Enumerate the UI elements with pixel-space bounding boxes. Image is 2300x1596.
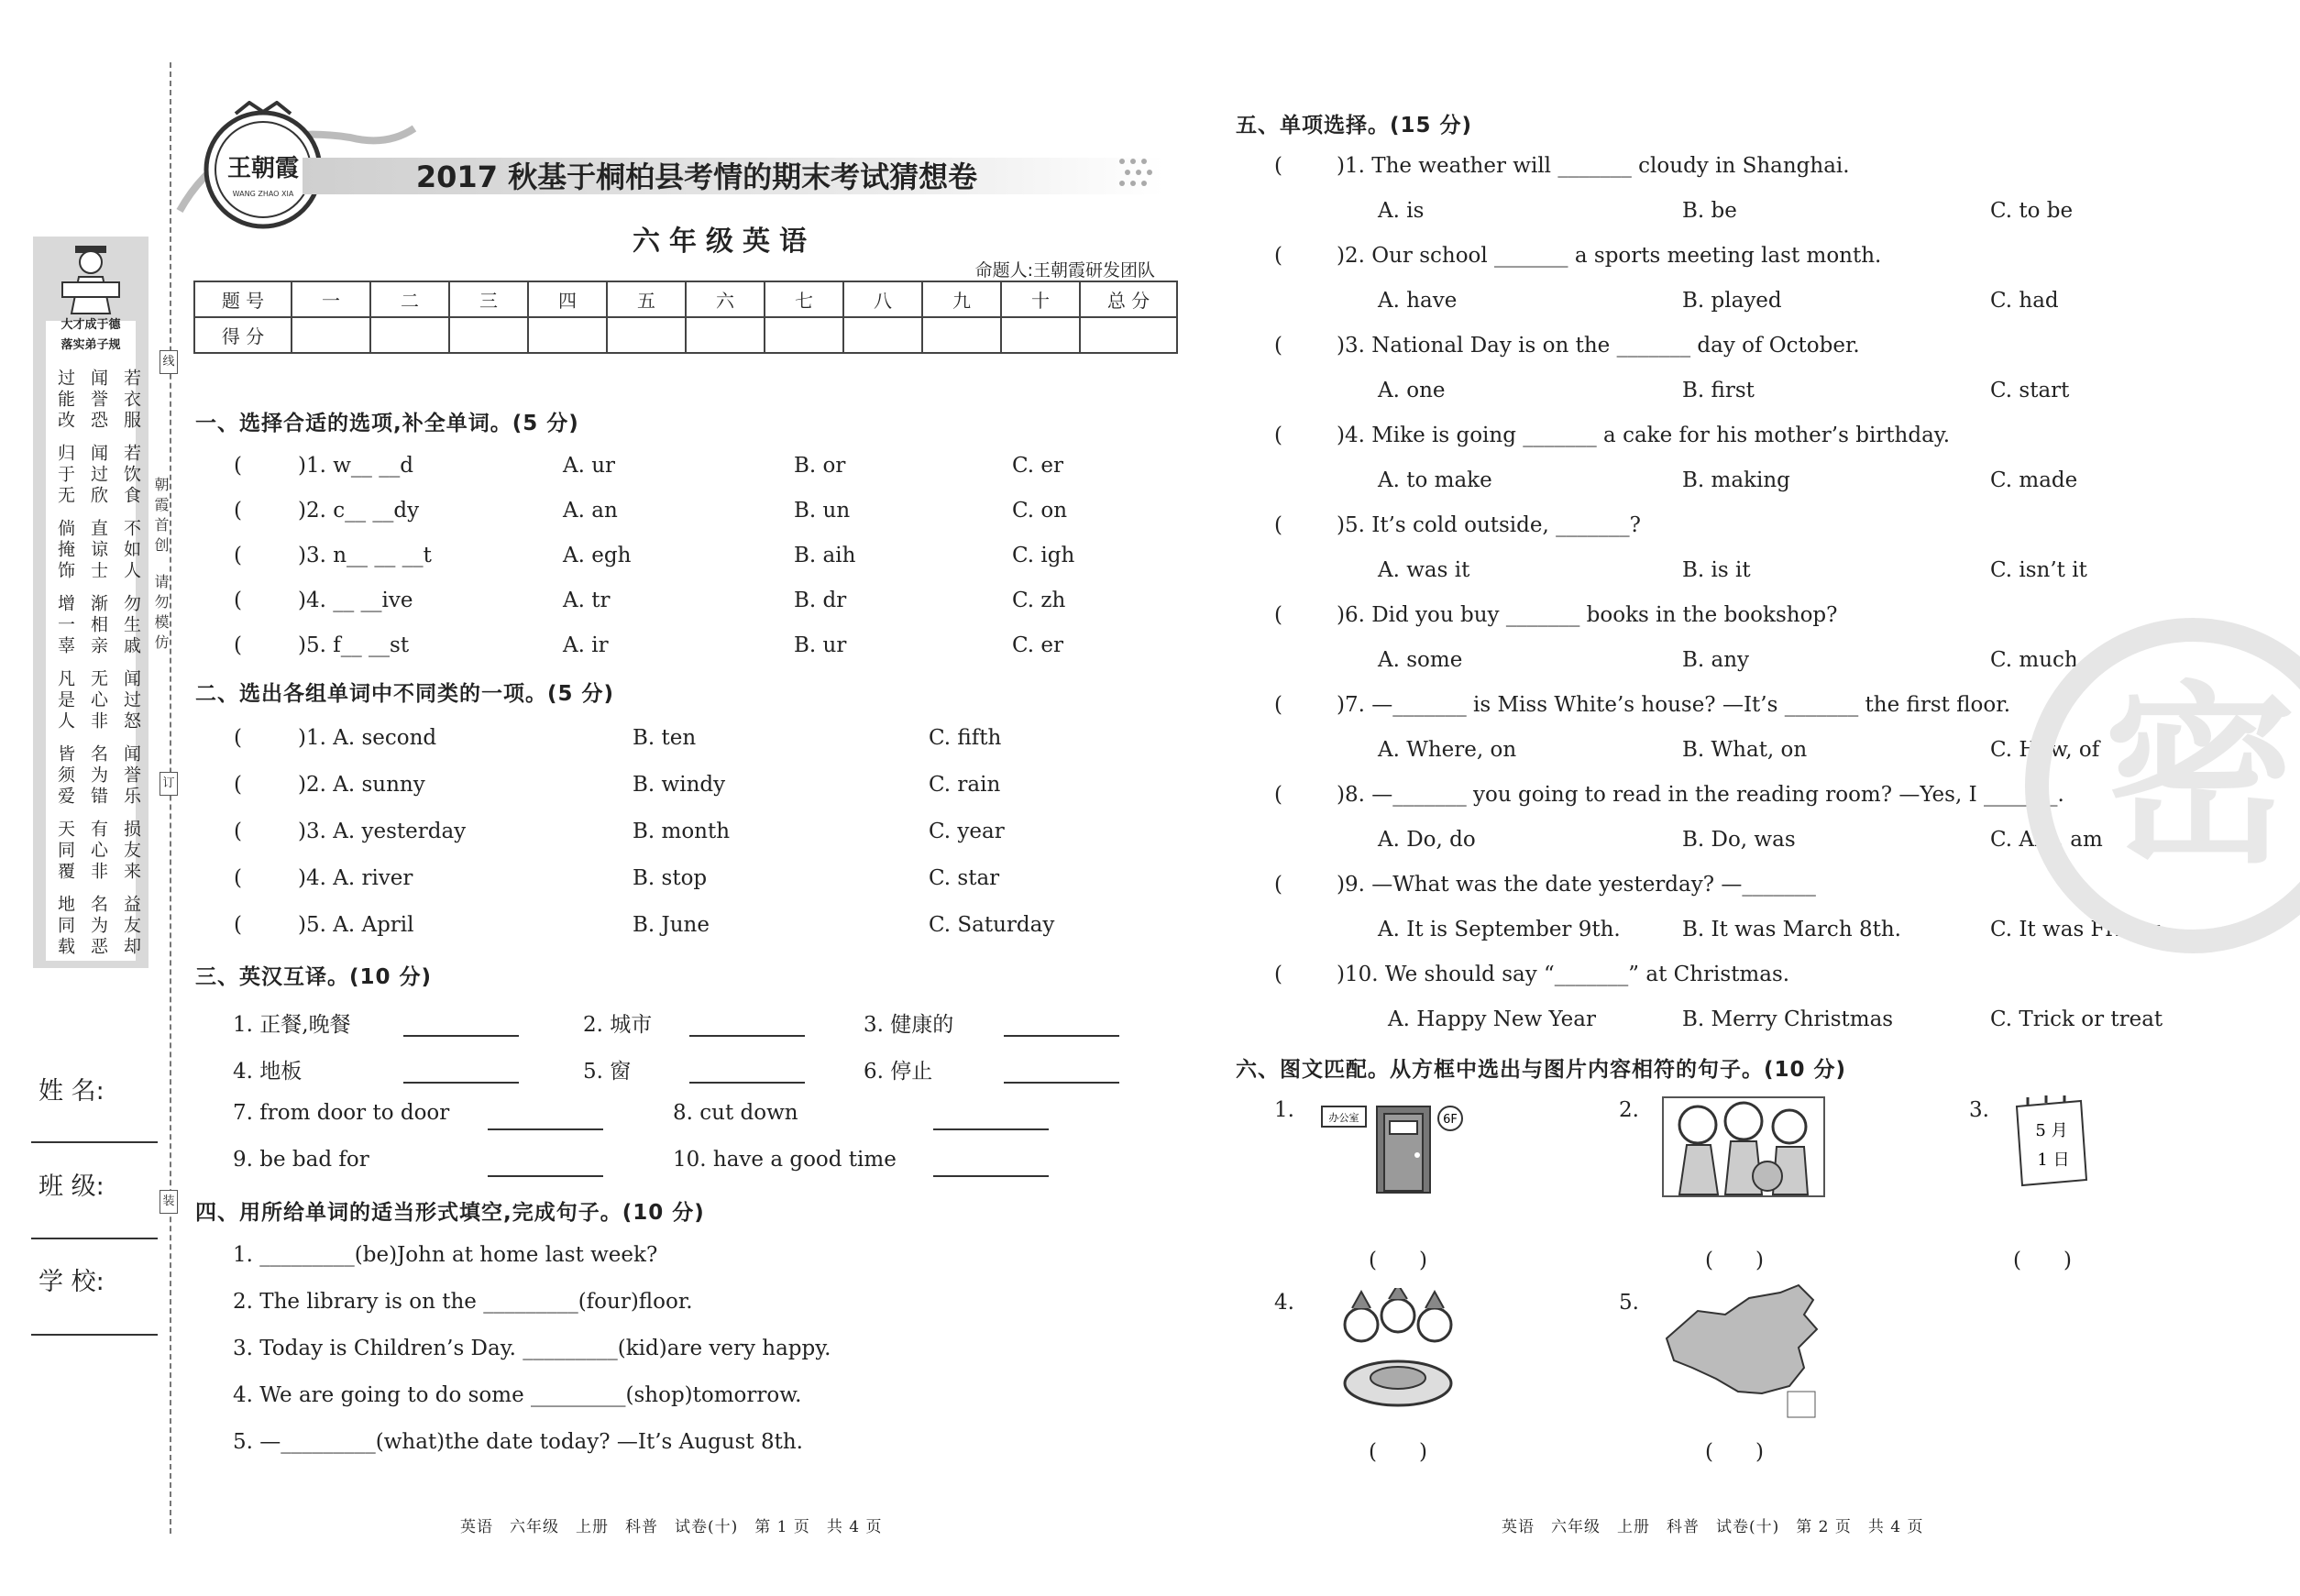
question-text: )1. The weather will _______ cloudy in Shanghai. [1337,154,1850,178]
name-label: 姓 名: [39,1077,105,1106]
question-text: )3. National Day is on the _______ day of October. [1337,334,1860,358]
page-footer-right: 英语 六年级 上册 科普 试卷(十) 第 2 页 共 4 页 [1502,1518,1924,1536]
fill-in-sentence: 5. —_________(what)the date today? —It’s August 8th. [233,1430,803,1454]
answer-paren[interactable]: ( [234,866,242,890]
picture-2-answer[interactable]: ( ) [1705,1249,1764,1272]
question-number-cell: 一 [292,281,370,317]
copyright-note-1: 朝霞首创 [152,477,170,557]
calendar-picture [2009,1095,2092,1187]
answer-paren[interactable]: ( [234,726,242,750]
score-table-header-row [194,281,1177,317]
question-text: )2. c__ __dy [298,499,420,523]
answer-paren[interactable]: ( [234,913,242,937]
score-cell[interactable] [370,317,449,353]
question-text: )5. It’s cold outside, _______? [1337,513,1641,537]
question-text: )4. __ __ive [298,589,413,612]
question-number-cell: 七 [765,281,843,317]
seal-mark-zhuang: 装 [160,1190,178,1214]
poem-line: 若衣服 [121,369,141,432]
translation-blank[interactable] [403,1082,519,1084]
school-line[interactable] [31,1334,158,1336]
option-a: A. egh [563,544,632,567]
question-text: )6. Did you buy _______ books in the bookshop? [1337,603,1838,627]
option-c: C. fifth [929,726,1002,750]
poem-line: 过能改 [55,369,75,432]
option-b: B. It was March 8th. [1682,918,1901,941]
question-number-cell: 六 [686,281,765,317]
answer-paren[interactable]: ( [1274,693,1282,717]
answer-paren[interactable]: ( [1274,873,1282,897]
option-b: B. making [1682,468,1790,492]
option-c: C. isn’t it [1990,558,2087,582]
banner-dot-pattern [1117,154,1157,194]
question-number-label: 题 号 [194,281,292,317]
option-a: A. It is September 9th. [1378,918,1621,941]
translation-blank[interactable] [933,1175,1049,1177]
china-map-picture [1661,1283,1826,1419]
score-cell[interactable] [607,317,686,353]
poem-line: 有心非 [88,820,108,883]
option-a: A. Happy New Year [1388,1007,1596,1031]
office-sign: 办公室 [1328,1112,1359,1124]
translation-item: 5. 窗 [583,1060,632,1084]
poem-line: 渐相亲 [88,594,108,657]
question-text: )3. n__ __ __t [298,544,432,567]
option-c: C. made [1990,468,2078,492]
poem-line: 不如人 [121,519,141,582]
option-c: C. How, of [1990,738,2100,762]
floor-sign: 6F [1443,1113,1458,1127]
translation-blank[interactable] [689,1082,805,1084]
poem-line: 归于无 [55,444,75,507]
option-b: B. ur [794,633,847,657]
picture-1-answer[interactable]: ( ) [1369,1249,1427,1272]
picture-number-2: 2. [1619,1098,1639,1122]
exam-title: 2017 秋基于桐柏县考情的期末考试猜想卷 [415,160,978,194]
question-number-cell: 四 [528,281,607,317]
picture-number-3: 3. [1969,1098,1989,1122]
answer-paren[interactable]: ( [234,589,242,612]
option-a: A. one [1378,379,1446,402]
exam-subtitle: 六年级英语 [633,226,816,258]
score-cell[interactable] [765,317,843,353]
poem-line: 闻誉乐 [121,744,141,808]
option-b: B. Merry Christmas [1682,1007,1894,1031]
seal-mark-ding: 订 [160,772,178,796]
poem-line: 名为恶 [88,895,108,958]
picture-number-4: 4. [1274,1291,1294,1315]
option-a: A. ur [563,454,616,478]
answer-paren[interactable]: ( [234,454,242,478]
option-c: C. rain [929,773,1001,797]
answer-paren[interactable]: ( [1274,783,1282,807]
confidential-watermark [2021,614,2300,957]
question-text: )1. A. second [298,726,437,750]
option-b: B. is it [1682,558,1751,582]
poem-line: 凡是人 [55,669,75,732]
option-b: B. windy [633,773,726,797]
option-c: C. er [1012,454,1064,478]
question-number-cell: 八 [843,281,922,317]
fill-in-sentence: 1. _________(be)John at home last week? [233,1243,658,1267]
translation-blank[interactable] [488,1128,603,1130]
section3-heading: 三、英汉互译。(10 分) [195,965,433,989]
question-number-cell: 二 [370,281,449,317]
page-footer-left: 英语 六年级 上册 科普 试卷(十) 第 1 页 共 4 页 [460,1518,883,1536]
score-cell[interactable] [1001,317,1080,353]
calendar-day: 1 日 [2037,1150,2070,1170]
fill-in-sentence: 3. Today is Children’s Day. _________(kid)are very happy. [233,1337,831,1360]
question-text: )4. Mike is going _______ a cake for his mother’s birthday. [1337,424,1951,447]
halloween-picture [1661,1095,1826,1198]
picture-5-answer[interactable]: ( ) [1705,1440,1764,1464]
translation-blank[interactable] [933,1128,1049,1130]
translation-item: 3. 健康的 [864,1013,954,1037]
option-c: C. much [1990,648,2078,672]
question-text: )8. —_______ you going to read in the reading room? —Yes, I _______. [1337,783,2064,807]
option-c: C. Are, am [1990,828,2103,852]
scholar-figure-icon [59,242,123,317]
poem-line: 闻过怒 [121,669,141,732]
question-text: )1. w__ __d [298,454,413,478]
question-number-cell: 三 [449,281,528,317]
score-cell[interactable] [292,317,370,353]
option-b: B. aih [794,544,856,567]
question-number-cell: 五 [607,281,686,317]
poem-line: 勿生戚 [121,594,141,657]
score-cell[interactable] [449,317,528,353]
svg-text:WANG ZHAO XIA: WANG ZHAO XIA [232,190,294,198]
option-b: B. be [1682,199,1737,223]
option-b: B. ten [633,726,697,750]
picture-number-5: 5. [1619,1291,1639,1315]
question-text: )7. —_______ is Miss White’s house? —It’s _______ the first floor. [1337,693,2011,717]
section6-heading: 六、图文匹配。从方框中选出与图片内容相符的句子。(10 分) [1236,1058,1847,1082]
translation-item: 1. 正餐,晚餐 [233,1013,351,1037]
score-cell[interactable] [922,317,1001,353]
score-table-score-row [194,317,1177,353]
exam-author: 命题人:王朝霞研发团队 [974,260,1155,281]
poem-line: 闻过欣 [88,444,108,507]
question-text: )9. —What was the date yesterday? —_______ [1337,873,1816,897]
watermark-char: 密 [2103,665,2297,889]
seal-mark-xian: 线 [160,350,178,374]
copyright-note-2: 请勿模仿 [152,574,170,655]
option-b: B. or [794,454,846,478]
translation-blank[interactable] [403,1035,519,1037]
poem-line: 直谅士 [88,519,108,582]
option-b: B. dr [794,589,847,612]
option-a: A. an [563,499,618,523]
class-label: 班 级: [39,1172,105,1201]
answer-paren[interactable]: ( [1274,334,1282,358]
logo-text: 王朝霞 [226,155,300,182]
option-c: C. start [1990,379,2070,402]
translation-item: 4. 地板 [233,1060,303,1084]
question-text: )5. f__ __st [298,633,410,657]
score-cell[interactable] [686,317,765,353]
answer-paren[interactable]: ( [1274,513,1282,537]
birthday-party-picture [1334,1288,1462,1409]
translation-blank[interactable] [1004,1082,1119,1084]
poem-line: 名为错 [88,744,108,808]
option-b: B. un [794,499,851,523]
option-a: A. Where, on [1378,738,1517,762]
translation-item: 2. 城市 [583,1013,653,1037]
picture-4-answer[interactable]: ( ) [1369,1440,1427,1464]
fill-in-sentence: 2. The library is on the _________(four)floor. [233,1290,693,1314]
section5-heading: 五、单项选择。(15 分) [1236,114,1473,138]
answer-paren[interactable]: ( [234,773,242,797]
fill-in-sentence: 4. We are going to do some _________(shop)tomorrow. [233,1383,802,1407]
question-text: )10. We should say “_______” at Christmas. [1337,963,1790,986]
answer-paren[interactable]: ( [234,633,242,657]
option-a: A. to make [1378,468,1492,492]
answer-paren[interactable]: ( [234,544,242,567]
translation-item: 8. cut down [673,1101,798,1125]
poem-line: 无心非 [88,669,108,732]
option-b: B. played [1682,289,1782,313]
option-a: A. have [1378,289,1458,313]
poem-line: 闻誉恐 [88,369,108,432]
question-number-cell: 九 [922,281,1001,317]
poem-line: 天同覆 [55,820,75,883]
option-a: A. was it [1378,558,1470,582]
answer-paren[interactable]: ( [1274,603,1282,627]
translation-blank[interactable] [488,1175,603,1177]
option-c: C. on [1012,499,1068,523]
answer-paren[interactable]: ( [1274,244,1282,268]
option-c: C. had [1990,289,2059,313]
option-a: A. Do, do [1378,828,1476,852]
score-label: 得 分 [194,317,292,353]
class-line[interactable] [31,1238,158,1239]
option-b: B. first [1682,379,1755,402]
picture-3-answer[interactable]: ( ) [2013,1249,2072,1272]
section2-heading: 二、选出各组单词中不同类的一项。(5 分) [195,682,615,706]
option-a: A. some [1378,648,1463,672]
poem-line: 增一辜 [55,594,75,657]
option-a: A. tr [563,589,611,612]
poem-line: 地同载 [55,895,75,958]
name-line[interactable] [31,1141,158,1143]
question-text: )2. A. sunny [298,773,425,797]
school-label: 学 校: [39,1268,105,1296]
binding-line [170,62,171,1534]
office-door-picture [1320,1105,1467,1196]
option-c: C. zh [1012,589,1066,612]
question-text: )2. Our school _______ a sports meeting last month. [1337,244,1882,268]
option-b: B. month [633,820,731,843]
question-text: )5. A. April [298,913,414,937]
poem-line: 皆须爱 [55,744,75,808]
score-cell[interactable] [528,317,607,353]
answer-paren[interactable]: ( [234,820,242,843]
translation-item: 9. be bad for [233,1148,369,1172]
option-b: B. any [1682,648,1750,672]
translation-blank[interactable] [689,1035,805,1037]
answer-paren[interactable]: ( [1274,424,1282,447]
option-b: B. stop [633,866,708,890]
score-cell[interactable] [1080,317,1177,353]
section4-heading: 四、用所给单词的适当形式填空,完成句子。(10 分) [195,1201,705,1225]
answer-paren[interactable]: ( [1274,154,1282,178]
option-b: B. June [633,913,710,937]
question-number-cell: 十 [1001,281,1080,317]
translation-item: 6. 停止 [864,1060,933,1084]
answer-paren[interactable]: ( [1274,963,1282,986]
poem-line: 若饮食 [121,444,141,507]
option-a: A. is [1378,199,1425,223]
picture-number-1: 1. [1274,1098,1294,1122]
option-c: C. It was Friday. [1990,918,2164,941]
calendar-month: 5 月 [2035,1121,2068,1140]
motto: 大才成于德 落实弟子规 [61,318,121,352]
question-text: )3. A. yesterday [298,820,467,843]
translation-item: 10. have a good time [673,1148,897,1172]
answer-paren[interactable]: ( [234,499,242,523]
option-c: C. er [1012,633,1064,657]
option-c: C. star [929,866,1000,890]
option-c: C. Trick or treat [1990,1007,2163,1031]
total-label: 总 分 [1080,281,1177,317]
option-a: A. ir [563,633,609,657]
option-c: C. to be [1990,199,2074,223]
poem-line: 倘掩饰 [55,519,75,582]
translation-blank[interactable] [1004,1035,1119,1037]
poem-line: 益友却 [121,895,141,958]
score-cell[interactable] [843,317,922,353]
translation-item: 7. from door to door [233,1101,450,1125]
section1-heading: 一、选择合适的选项,补全单词。(5 分) [195,412,579,435]
question-text: )4. A. river [298,866,413,890]
score-table [193,281,1178,354]
poem-line: 损友来 [121,820,141,883]
option-c: C. year [929,820,1005,843]
option-b: B. What, on [1682,738,1808,762]
option-c: C. igh [1012,544,1075,567]
option-c: C. Saturday [929,913,1055,937]
option-b: B. Do, was [1682,828,1796,852]
